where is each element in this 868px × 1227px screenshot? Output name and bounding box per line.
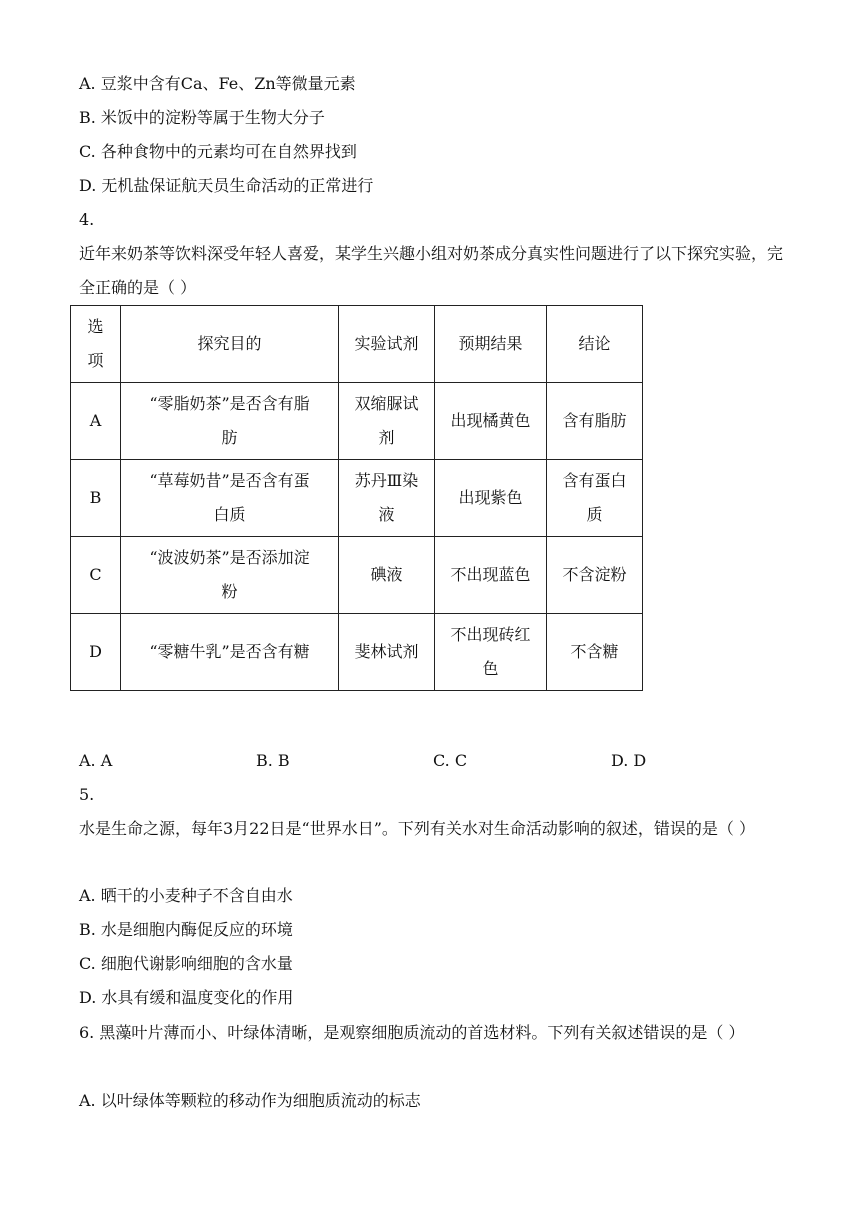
table-row	[71, 537, 643, 614]
q3-option-c: C. 各种食物中的元素均可在自然界找到	[79, 142, 357, 161]
table-cell: 不出现蓝色	[435, 537, 547, 614]
q3-option-b: B. 米饭中的淀粉等属于生物大分子	[79, 108, 325, 127]
table-row	[71, 383, 643, 460]
q5-option-c: C. 细胞代谢影响细胞的含水量	[79, 954, 293, 973]
q5-option-d: D. 水具有缓和温度变化的作用	[79, 988, 294, 1007]
table-header-cell: 预期结果	[435, 306, 547, 383]
table-header-cell: 探究目的	[121, 306, 339, 383]
table-header-row	[71, 306, 643, 383]
table-cell: 出现橘黄色	[435, 383, 547, 460]
table-cell: 含有蛋白质	[547, 460, 643, 537]
table-header-cell: 结论	[547, 306, 643, 383]
table-header-cell: 实验试剂	[339, 306, 435, 383]
table-row	[71, 614, 643, 691]
q4-number: 4.	[79, 210, 95, 229]
table-cell: D	[71, 614, 121, 691]
q6-option-a: A. 以叶绿体等颗粒的移动作为细胞质流动的标志	[79, 1091, 421, 1110]
table-cell: 不出现砖红色	[435, 614, 547, 691]
q4-choice-a: A. A	[79, 751, 113, 770]
table-cell: 双缩脲试剂	[339, 383, 435, 460]
table-row	[71, 460, 643, 537]
table-cell: A	[71, 383, 121, 460]
q4-choice-c: C. C	[433, 751, 468, 770]
table-cell: 不含糖	[547, 614, 643, 691]
q5-number: 5.	[79, 785, 95, 804]
q4-choice-d: D. D	[611, 751, 647, 770]
table-cell: 斐林试剂	[339, 614, 435, 691]
table-cell: 碘液	[339, 537, 435, 614]
table-cell: “零脂奶茶”是否含有脂肪	[121, 383, 339, 460]
q4-choice-b: B. B	[256, 751, 290, 770]
table-cell: 苏丹Ⅲ染液	[339, 460, 435, 537]
table-cell: C	[71, 537, 121, 614]
table-header-cell: 选项	[71, 306, 121, 383]
q5-option-a: A. 晒干的小麦种子不含自由水	[79, 886, 293, 905]
table-cell: “波波奶茶”是否添加淀粉	[121, 537, 339, 614]
table-cell: B	[71, 460, 121, 537]
q3-option-a: A. 豆浆中含有Ca、Fe、Zn等微量元素	[79, 74, 356, 93]
table-cell: 含有脂肪	[547, 383, 643, 460]
q5-stem: 水是生命之源，每年3月22日是“世界水日”。下列有关水对生命活动影响的叙述，错误的是（ ）	[79, 819, 755, 838]
q4-stem: 近年来奶茶等饮料深受年轻人喜爱，某学生兴趣小组对奶茶成分真实性问题进行了以下探究实验，完全正确的是（ ）	[79, 244, 784, 297]
experiment-table	[70, 305, 643, 691]
table-cell: 不含淀粉	[547, 537, 643, 614]
table-cell: 出现紫色	[435, 460, 547, 537]
q6-stem: 6. 黑藻叶片薄而小、叶绿体清晰，是观察细胞质流动的首选材料。下列有关叙述错误的是（ ）	[79, 1023, 745, 1042]
q3-option-d: D. 无机盐保证航天员生命活动的正常进行	[79, 176, 374, 195]
table-cell: “零糖牛乳”是否含有糖	[121, 614, 339, 691]
q5-option-b: B. 水是细胞内酶促反应的环境	[79, 920, 293, 939]
table-cell: “草莓奶昔”是否含有蛋白质	[121, 460, 339, 537]
